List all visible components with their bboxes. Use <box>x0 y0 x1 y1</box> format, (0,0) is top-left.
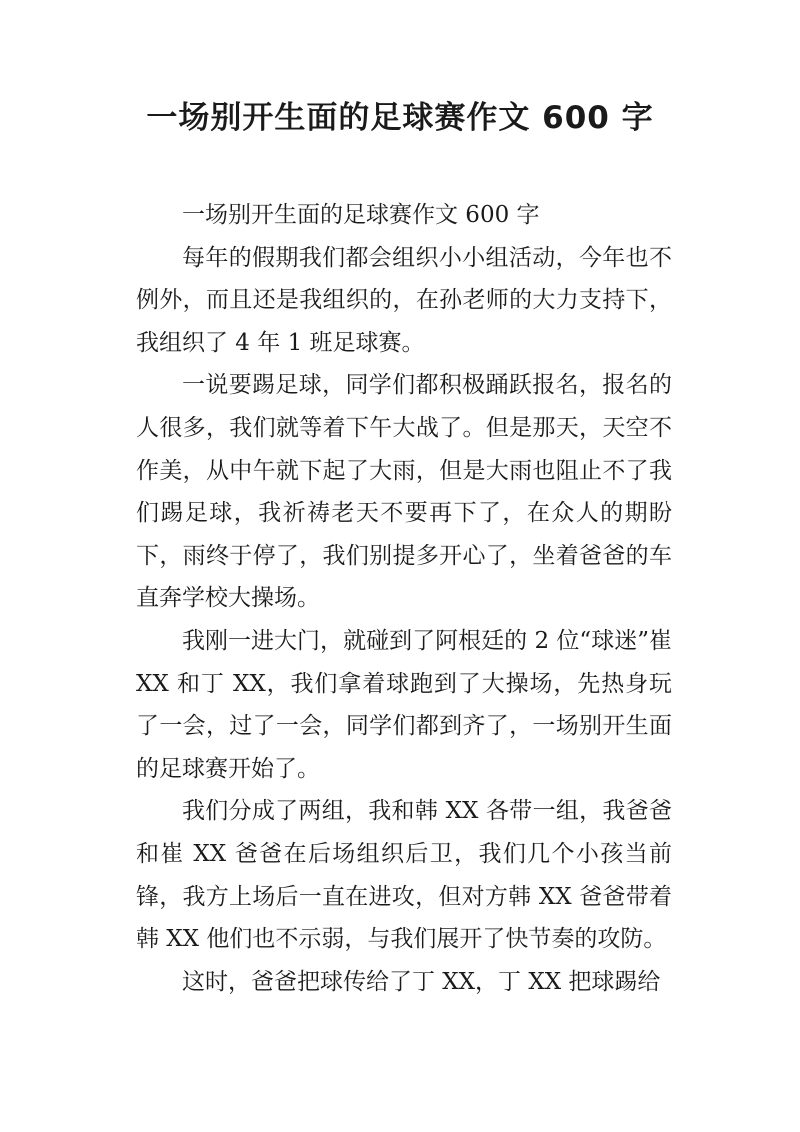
document-body <box>136 194 672 1003</box>
paragraph: 我刚一进大门，就碰到了阿根廷的 2 位“球迷”崔 XX 和丁 XX，我们拿着球跑到了大操场，先热身玩了一会，过了一会，同学们都到齐了，一场别开生面的足球赛开始了。 <box>136 627 672 782</box>
document-title: 一场别开生面的足球赛作文 600 字 <box>146 100 654 136</box>
paragraph: 一说要踢足球，同学们都积极踊跃报名，报名的人很多，我们就等着下午大战了。但是那天，天空不作美，从中午就下起了大雨，但是大雨也阻止不了我们踢足球，我祈祷老天不要再下了，在众人的期盼下，雨终于停了，我们别提多开心了，坐着爸爸的车直奔学校大操场。 <box>136 372 672 612</box>
paragraph: 我们分成了两组，我和韩 XX 各带一组，我爸爸和崔 XX 爸爸在后场组织后卫，我们几个小孩当前锋，我方上场后一直在进攻，但对方韩 XX 爸爸带着韩 XX 他们也不示弱，与我们展开了快节奏的攻防。 <box>136 798 672 953</box>
paragraph: 这时，爸爸把球传给了丁 XX，丁 XX 把球踢给 <box>182 968 661 995</box>
paragraph: 每年的假期我们都会组织小小组活动，今年也不例外，而且还是我组织的，在孙老师的大力支持下，我组织了 4 年 1 班足球赛。 <box>136 244 672 356</box>
paragraph-subtitle: 一场别开生面的足球赛作文 600 字 <box>182 202 540 228</box>
